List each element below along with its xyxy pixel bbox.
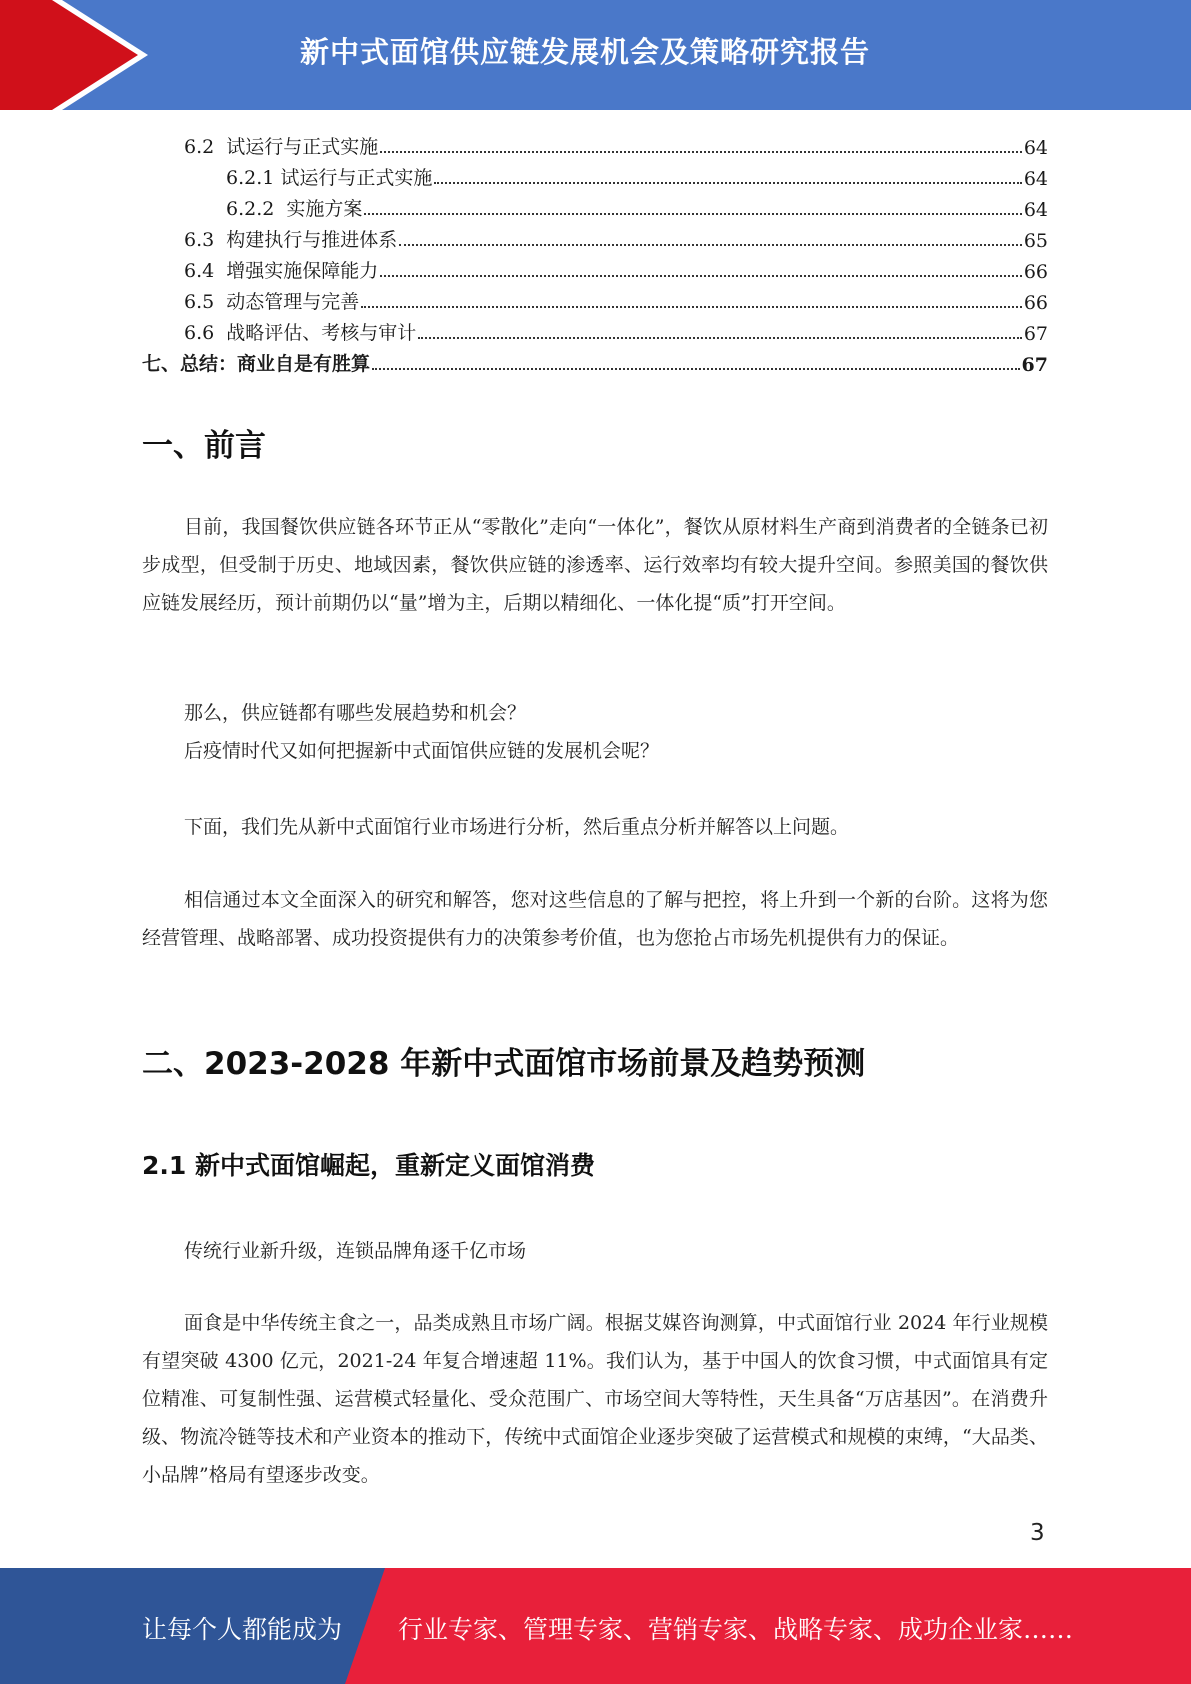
toc-entry-page: 64 [1023,168,1048,190]
toc-leader-dots [380,151,1022,153]
paragraph-intro: 目前，我国餐饮供应链各环节正从“零散化”走向“一体化”，餐饮从原材料生产商到消费者的全链条已初步成型，但受制于历史、地域因素，餐饮供应链的渗透率、运行效率均有较大提升空间。参照美国的餐饮供应链发展经历，预计前期仍以“量”增为主，后期以精细化、一体化提“质”打开空间。 [142,516,1048,614]
toc-leader-dots [380,275,1022,277]
section-heading-forecast: 二、2023-2028 年新中式面馆市场前景及趋势预测 [142,1046,866,1082]
header-banner [0,0,1191,110]
toc-entry-page: 64 [1023,137,1048,159]
toc-entry[interactable] [226,159,1048,190]
toc-entry-page: 65 [1023,230,1048,252]
lead-sentence: 传统行业新升级，连锁品牌角逐千亿市场 [184,1240,527,1262]
toc-entry[interactable] [184,252,1048,283]
paragraph-market: 面食是中华传统主食之一，品类成熟且市场广阔。根据艾媒咨询测算，中式面馆行业 2024 年行业规模有望突破 4300 亿元，2021-24 年复合增速超 11%。我们认为，基于中国人的饮食习惯，中式面馆具有定位精准、可复制性强、运营模式轻量化、受众范围广、市场空间大等特性，天生具备“万店基因”。在消费升级、物流冷链等技术和产业资本的推动下，传统中式面馆企业逐步突破了运营模式和规模的束缚，“大品类、小品牌”格局有望逐步改变。 [142,1312,1048,1486]
toc-leader-dots [364,213,1021,215]
section-heading-preface: 一、前言 [142,428,266,464]
toc-entry-label: 6.3 构建执行与推进体系 [184,229,398,251]
toc-entry[interactable] [142,345,1048,376]
toc-entry[interactable] [184,128,1048,159]
toc-entry-label: 6.5 动态管理与完善 [184,291,360,313]
toc-entry-page: 66 [1023,292,1048,314]
toc-entry[interactable] [184,314,1048,345]
toc-leader-dots [361,306,1022,308]
question-line-2: 后疫情时代又如何把握新中式面馆供应链的发展机会呢？ [184,740,660,762]
toc-entry-label: 6.4 增强实施保障能力 [184,260,379,282]
toc-entry-label: 6.2 试运行与正式实施 [184,136,379,158]
toc-leader-dots [372,368,1020,370]
toc-leader-dots [434,182,1021,184]
toc-entry-page: 66 [1023,261,1048,283]
subsection-heading: 2.1 新中式面馆崛起，重新定义面馆消费 [142,1151,595,1180]
report-title: 新中式面馆供应链发展机会及策略研究报告 [300,35,871,69]
header-arrow-red [0,0,138,110]
toc-entry-page: 67 [1023,323,1048,345]
toc-leader-dots [418,337,1022,339]
toc-entry-page: 64 [1023,199,1048,221]
toc-entry-label: 6.2.2 实施方案 [226,198,363,220]
toc-entry[interactable] [184,221,1048,252]
footer-slogan-right: 行业专家、管理专家、营销专家、战略专家、成功企业家…… [398,1615,1074,1644]
toc-entry-page: 67 [1021,354,1048,376]
footer-banner [0,1568,1191,1684]
toc-entry-label: 6.6 战略评估、考核与审计 [184,322,417,344]
page-number: 3 [1030,1520,1045,1546]
paragraph-conclusion: 相信通过本文全面深入的研究和解答，您对这些信息的了解与把控，将上升到一个新的台阶。这将为您经营管理、战略部署、成功投资提供有力的决策参考价值，也为您抢占市场先机提供有力的保证。 [142,889,1048,949]
question-line-1: 那么，供应链都有哪些发展趋势和机会？ [184,702,527,724]
footer-slogan-left: 让每个人都能成为 [142,1615,343,1644]
toc-entry-label: 七、总结：商业自是有胜算 [142,353,371,375]
toc-entry[interactable] [226,190,1048,221]
toc-entry[interactable] [184,283,1048,314]
toc-leader-dots [399,244,1022,246]
toc-entry-label: 6.2.1 试运行与正式实施 [226,167,433,189]
paragraph-next: 下面，我们先从新中式面馆行业市场进行分析，然后重点分析并解答以上问题。 [184,816,850,838]
